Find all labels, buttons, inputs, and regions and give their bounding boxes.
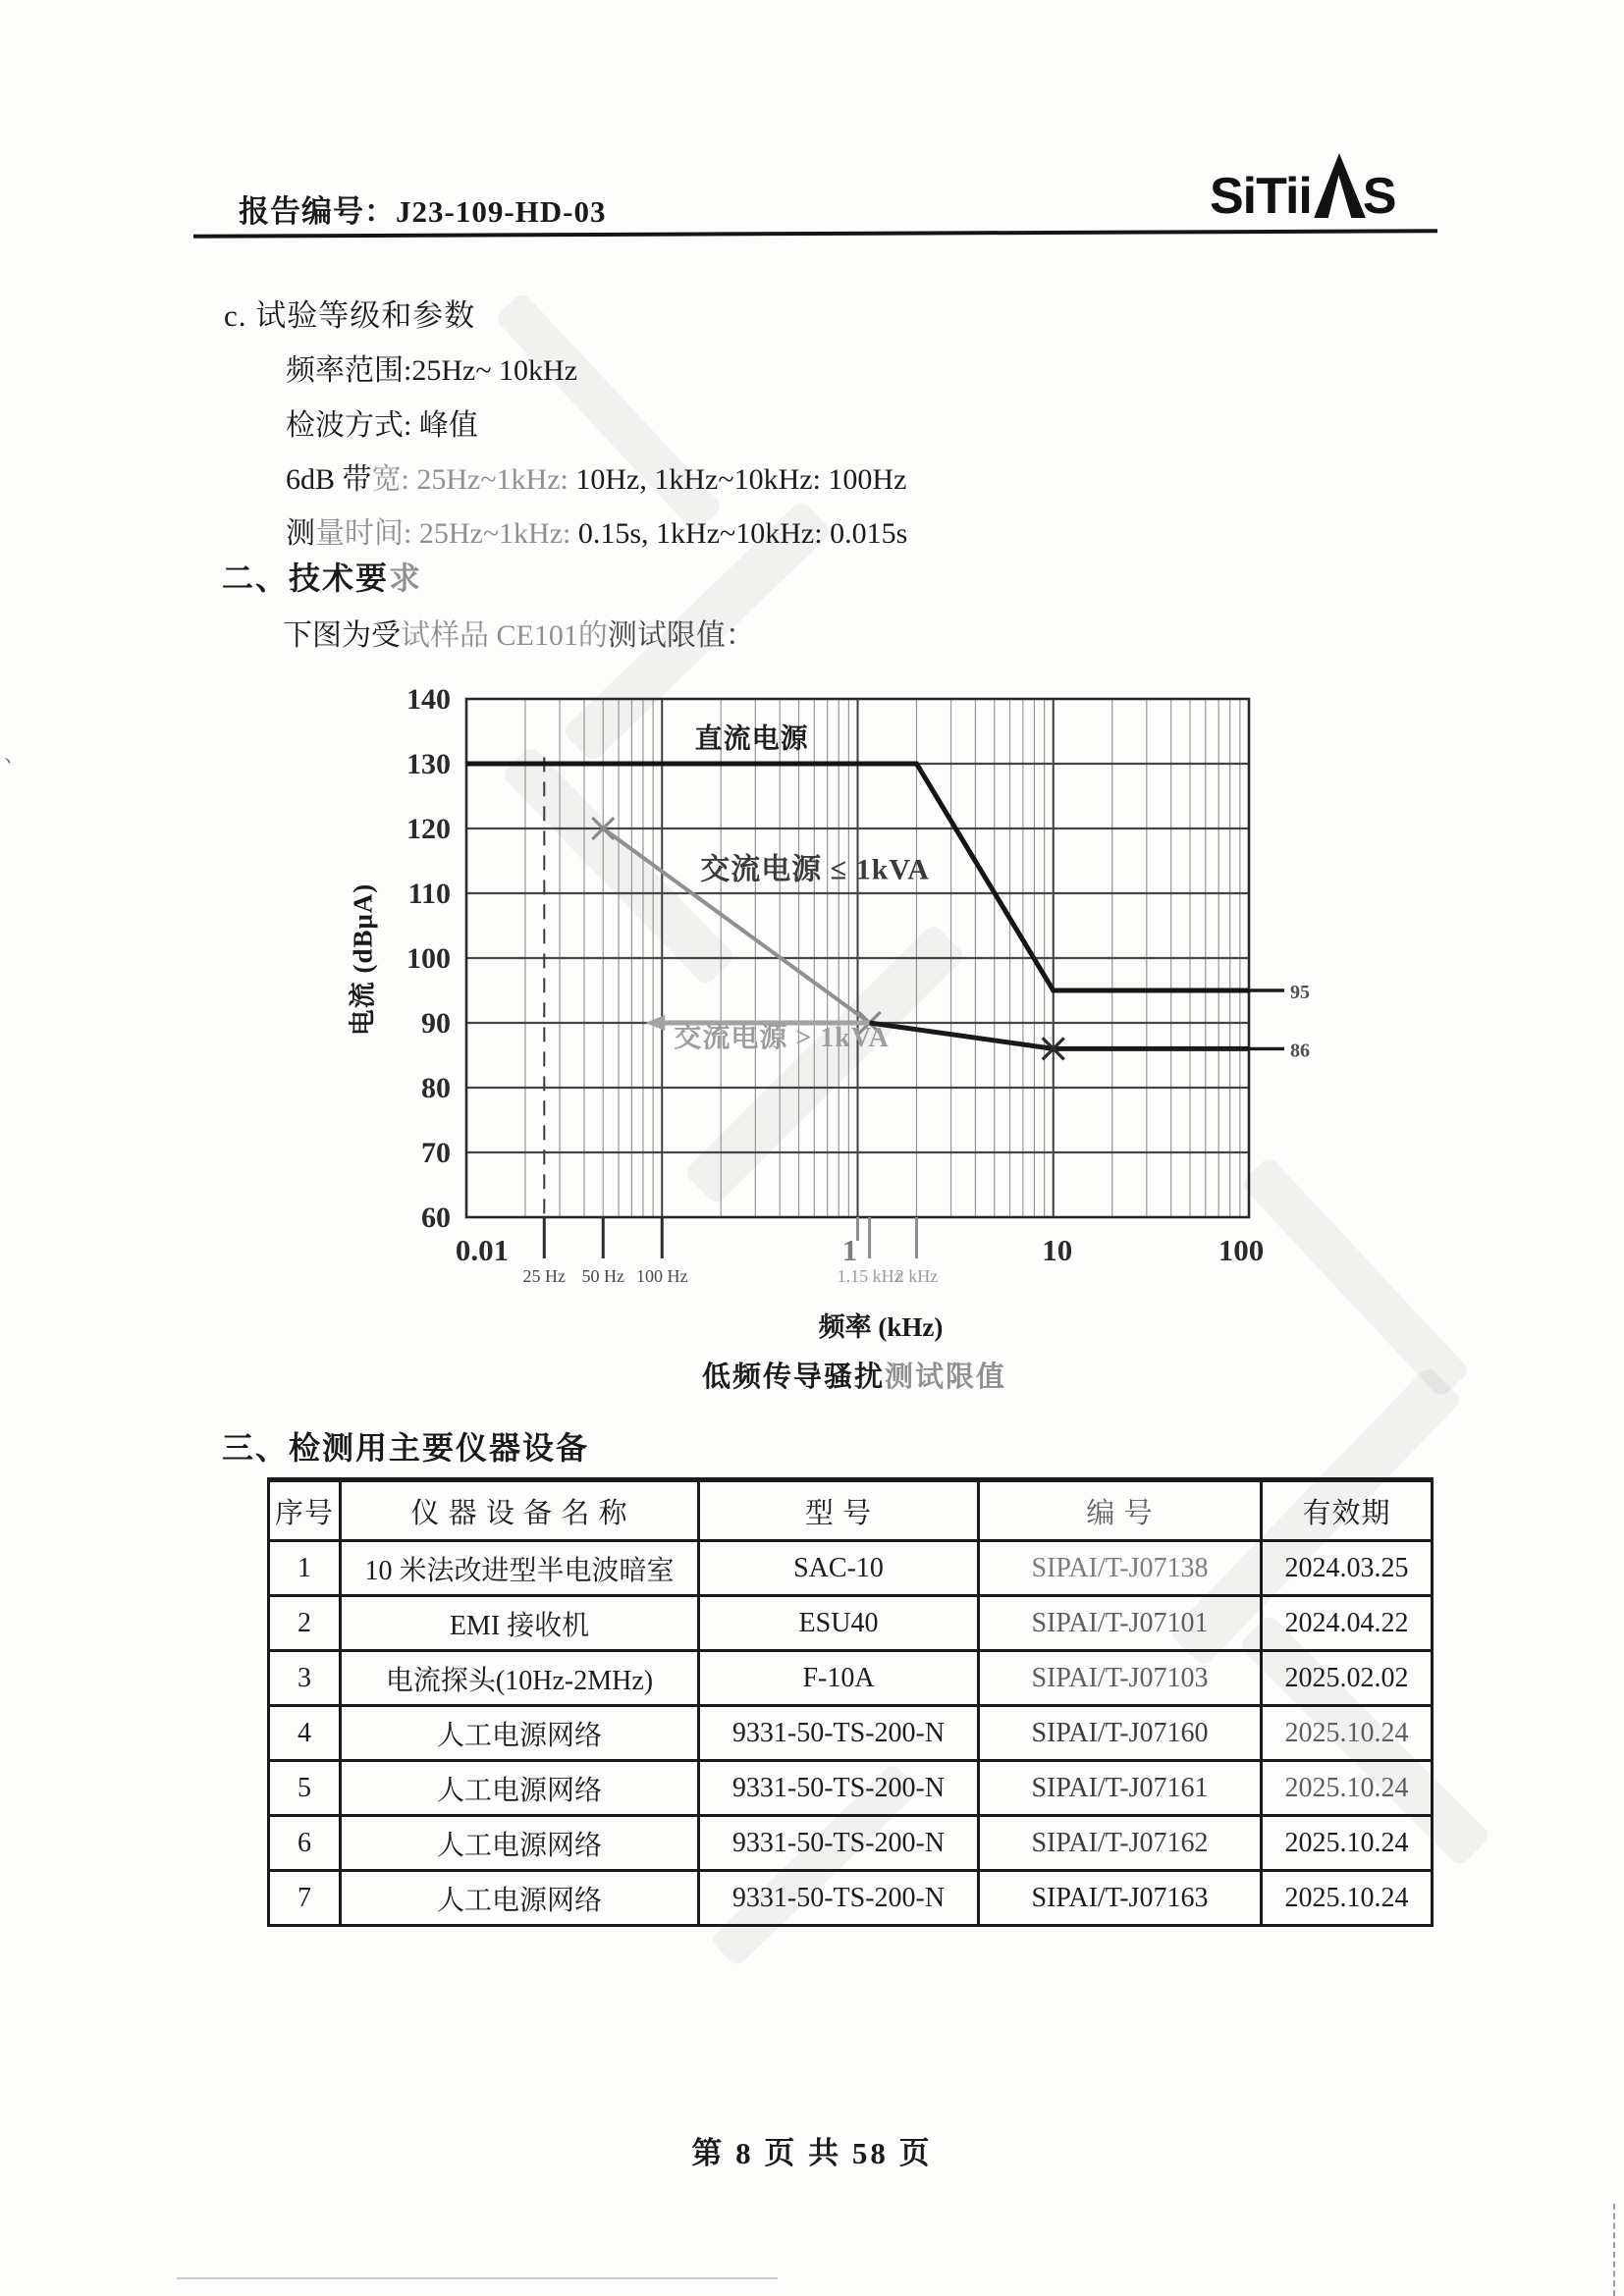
section-2-heading: 二、技术要求 [222, 561, 423, 596]
cell-name: 人工电源网络 [341, 1761, 699, 1816]
table-row [269, 1596, 1433, 1651]
svg-text:直流电源: 直流电源 [694, 723, 809, 755]
svg-text:10: 10 [1042, 1233, 1073, 1267]
cell-index: 3 [269, 1651, 341, 1706]
equipment-table [267, 1477, 1434, 1927]
cell-model: 9331-50-TS-200-N [699, 1871, 979, 1926]
cell-serial: SIPAI/T-J07103 [979, 1651, 1262, 1706]
ce101-limit-chart [324, 648, 1365, 1374]
col-header-serial: 编 号 [979, 1480, 1262, 1541]
cell-validity: 2025.10.24 [1262, 1706, 1433, 1761]
cell-validity: 2025.10.24 [1262, 1816, 1433, 1871]
cell-serial: SIPAI/T-J07161 [979, 1761, 1262, 1816]
cell-model: SAC-10 [699, 1541, 979, 1596]
table-row [269, 1706, 1433, 1761]
svg-text:90: 90 [421, 1007, 451, 1040]
svg-text:2 kHz: 2 kHz [894, 1266, 939, 1286]
cell-model: ESU40 [699, 1596, 979, 1651]
chart-intro-line: 下图为受试样品 CE101的测试限值： [283, 619, 755, 652]
cell-serial: SIPAI/T-J07162 [979, 1816, 1262, 1871]
cell-index: 4 [269, 1706, 341, 1761]
svg-text:140: 140 [406, 683, 451, 716]
table-header-row [269, 1480, 1433, 1541]
col-header-validity: 有效期 [1262, 1480, 1433, 1541]
svg-text:25 Hz: 25 Hz [522, 1266, 567, 1286]
cell-serial: SIPAI/T-J07163 [979, 1871, 1262, 1926]
report-number-line [239, 187, 606, 231]
cell-validity: 2025.02.02 [1262, 1651, 1433, 1706]
cell-name: 10 米法改进型半电波暗室 [341, 1541, 699, 1596]
sitiias-logo [1210, 147, 1396, 226]
chart-y-axis-title: 电流 (dBμA) [348, 882, 378, 1037]
table-row [269, 1761, 1433, 1816]
cell-name: 人工电源网络 [341, 1706, 699, 1761]
cell-name: EMI 接收机 [341, 1596, 699, 1651]
param-frequency-range: 频率范围:25Hz~ 10kHz [286, 354, 578, 387]
svg-text:120: 120 [406, 813, 451, 845]
cell-model: 9331-50-TS-200-N [699, 1816, 979, 1871]
svg-text:0.01: 0.01 [455, 1233, 510, 1267]
table-row [269, 1871, 1433, 1926]
svg-text:110: 110 [407, 878, 451, 910]
chart-caption: 低频传导骚扰测试限值 [701, 1362, 1007, 1393]
cell-name: 人工电源网络 [341, 1871, 699, 1926]
table-row [269, 1651, 1433, 1706]
table-row [269, 1541, 1433, 1596]
svg-text:1: 1 [841, 1233, 858, 1267]
cell-serial: SIPAI/T-J07138 [979, 1541, 1262, 1596]
param-bandwidth: 6dB 带宽: 25Hz~1kHz: 10Hz, 1kHz~10kHz: 100Hz [286, 463, 907, 496]
report-number-label: 报告编号： [239, 194, 396, 229]
scan-edge-dashes [1613, 2204, 1615, 2296]
svg-text:70: 70 [421, 1137, 451, 1169]
section-c-heading: c. 试验等级和参数 [224, 298, 476, 333]
col-header-model: 型 号 [699, 1480, 979, 1541]
svg-text:100: 100 [1218, 1233, 1265, 1267]
cell-validity: 2025.10.24 [1262, 1871, 1433, 1926]
cell-index: 6 [269, 1816, 341, 1871]
page-footer: 第 8 页 共 58 页 [691, 2136, 933, 2170]
cell-index: 1 [269, 1541, 341, 1596]
svg-text:50 Hz: 50 Hz [581, 1266, 625, 1286]
col-header-name: 仪 器 设 备 名 称 [341, 1480, 699, 1541]
param-measure-time: 测量时间: 25Hz~1kHz: 0.15s, 1kHz~10kHz: 0.015s [286, 517, 908, 550]
svg-text:95: 95 [1290, 982, 1310, 1003]
cell-serial: SIPAI/T-J07101 [979, 1596, 1262, 1651]
cell-index: 7 [269, 1871, 341, 1926]
cell-model: 9331-50-TS-200-N [699, 1761, 979, 1816]
cell-serial: SIPAI/T-J07160 [979, 1706, 1262, 1761]
svg-text:80: 80 [421, 1072, 451, 1104]
cell-model: 9331-50-TS-200-N [699, 1706, 979, 1761]
table-row [269, 1816, 1433, 1871]
svg-text:100: 100 [406, 942, 451, 975]
report-number-value: J23-109-HD-03 [396, 194, 607, 229]
logo-triangle-a-icon [1311, 153, 1366, 218]
param-detection-mode: 检波方式: 峰值 [286, 409, 478, 442]
cell-index: 2 [269, 1596, 341, 1651]
logo-text-right: S [1362, 168, 1396, 226]
cell-name: 人工电源网络 [341, 1816, 699, 1871]
section-3-heading: 三、检测用主要仪器设备 [222, 1430, 590, 1466]
svg-text:130: 130 [406, 748, 451, 780]
svg-text:60: 60 [421, 1201, 451, 1234]
svg-text:1.15 kHz: 1.15 kHz [837, 1266, 902, 1286]
cell-name: 电流探头(10Hz-2MHz) [341, 1651, 699, 1706]
cell-validity: 2025.10.24 [1262, 1761, 1433, 1816]
svg-text:86: 86 [1290, 1040, 1310, 1062]
cell-model: F-10A [699, 1651, 979, 1706]
logo-text-left: SiTii [1210, 168, 1312, 226]
col-header-index: 序号 [269, 1480, 341, 1541]
scan-margin-mark: 、 [4, 742, 27, 767]
svg-text:交流电源 > 1kVA: 交流电源 > 1kVA [674, 1022, 890, 1053]
cell-validity: 2024.04.22 [1262, 1596, 1433, 1651]
cell-validity: 2024.03.25 [1262, 1541, 1433, 1596]
cell-index: 5 [269, 1761, 341, 1816]
chart-x-axis-title: 频率 (kHz) [818, 1312, 944, 1342]
svg-text:100 Hz: 100 Hz [636, 1266, 688, 1286]
svg-text:交流电源 ≤ 1kVA: 交流电源 ≤ 1kVA [700, 853, 930, 886]
scan-fold-line [177, 2277, 778, 2279]
